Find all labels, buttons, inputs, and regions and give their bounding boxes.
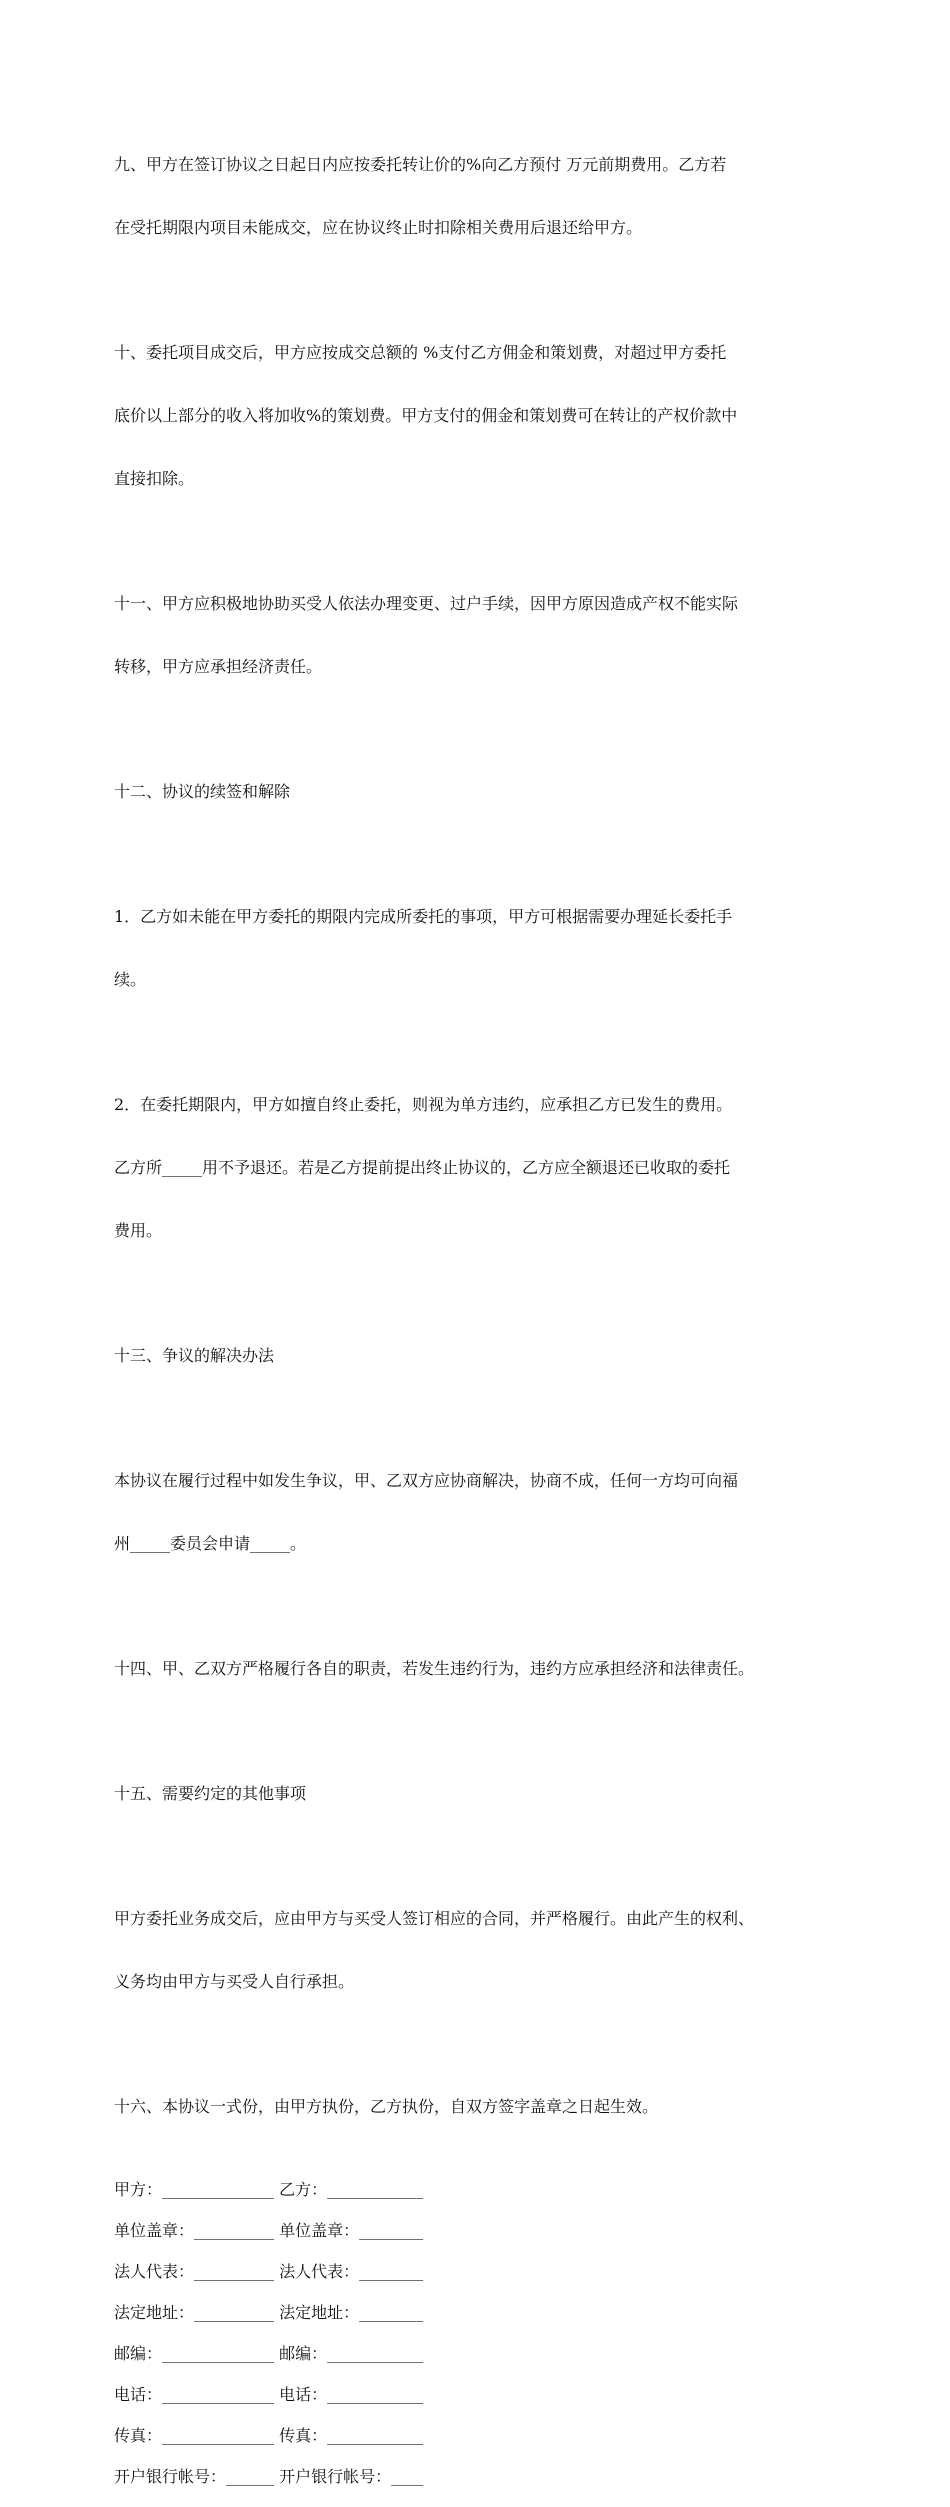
text-line: 1．乙方如未能在甲方委托的期限内完成所委托的事项，甲方可根据需要办理延长委托手	[114, 907, 733, 926]
section-heading: 十三、争议的解决办法	[114, 1346, 275, 1365]
clause-15-body	[114, 1866, 852, 2034]
signature-row-bank-account: 开户银行帐号：______ 开户银行帐号：____	[114, 2467, 424, 2486]
text-line: 底价以上部分的收入将加收%的策划费。甲方支付的佣金和策划费可在转让的产权价款中	[114, 406, 738, 425]
text-line: 十、委托项目成交后，甲方应按成交总额的 %支付乙方佣金和策划费，对超过甲方委托	[114, 343, 727, 362]
clause-15-heading	[114, 1741, 852, 1846]
signature-row-postcode: 邮编：______________ 邮编：____________	[114, 2344, 424, 2363]
signature-block	[114, 2179, 852, 2487]
text-line: 本协议在履行过程中如发生争议，甲、乙双方应协商解决，协商不成，任何一方均可向福	[114, 1471, 739, 1490]
text-line: 2．在委托期限内，甲方如擅自终止委托，则视为单方违约，应承担乙方已发生的费用。	[114, 1095, 733, 1114]
text-line: 十一、甲方应积极地协助买受人依法办理变更、过户手续，因甲方原因造成产权不能实际	[114, 594, 739, 613]
text-line: 州_____委员会申请_____。	[114, 1534, 307, 1553]
section-heading: 十五、需要约定的其他事项	[114, 1784, 307, 1803]
clause-12-item-2	[114, 1052, 852, 1283]
signature-row-phone: 电话：______________ 电话：____________	[114, 2385, 424, 2404]
text-line: 义务均由甲方与买受人自行承担。	[114, 1972, 355, 1991]
text-line: 转移，甲方应承担经济责任。	[114, 657, 323, 676]
text-line: 九、甲方在签订协议之日起日内应按委托转让价的%向乙方预付 万元前期费用。乙方若	[114, 155, 727, 174]
clause-13-body	[114, 1428, 852, 1596]
clause-11	[114, 551, 852, 719]
signature-row-fax: 传真：______________ 传真：____________	[114, 2426, 424, 2445]
clause-16	[114, 2054, 852, 2159]
text-line: 费用。	[114, 1221, 163, 1240]
contract-page	[114, 112, 852, 2507]
signature-row-party: 甲方：______________ 乙方：____________	[114, 2180, 424, 2199]
clause-10	[114, 300, 852, 531]
clause-12-item-1	[114, 864, 852, 1032]
clause-9	[114, 112, 852, 280]
section-heading: 十二、协议的续签和解除	[114, 782, 291, 801]
clause-13-heading	[114, 1303, 852, 1408]
text-line: 续。	[114, 970, 147, 989]
text-line: 十四、甲、乙双方严格履行各自的职责，若发生违约行为，违约方应承担经济和法律责任。	[114, 1659, 755, 1678]
signature-row-legal-rep: 法人代表：__________ 法人代表：________	[114, 2262, 424, 2281]
text-line: 直接扣除。	[114, 469, 195, 488]
text-line: 十六、本协议一式份，由甲方执份，乙方执份，自双方签字盖章之日起生效。	[114, 2097, 659, 2116]
clause-14	[114, 1616, 852, 1721]
text-line: 在受托期限内项目未能成交，应在协议终止时扣除相关费用后退还给甲方。	[114, 218, 643, 237]
clause-12-heading	[114, 739, 852, 844]
signature-row-address: 法定地址：__________ 法定地址：________	[114, 2303, 424, 2322]
signature-row-seal: 单位盖章：__________ 单位盖章：________	[114, 2221, 424, 2240]
text-line: 乙方所_____用不予退还。若是乙方提前提出终止协议的，乙方应全额退还已收取的委托	[114, 1158, 731, 1177]
text-line: 甲方委托业务成交后，应由甲方与买受人签订相应的合同，并严格履行。由此产生的权利、	[114, 1909, 755, 1928]
